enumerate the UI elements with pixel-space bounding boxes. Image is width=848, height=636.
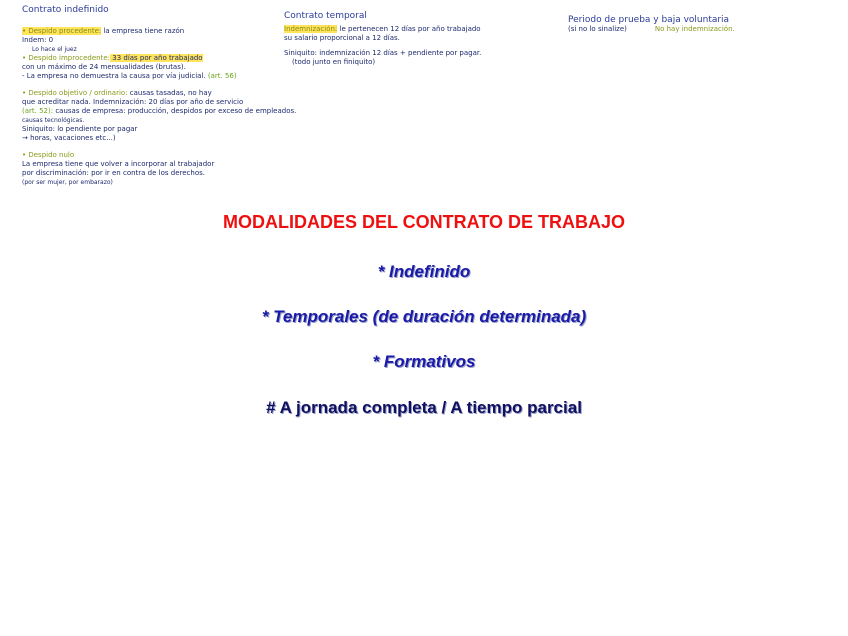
note-line: (por ser mujer, por embarazo) <box>22 179 113 186</box>
note-prueba <box>568 16 735 34</box>
note-indefinido <box>22 6 296 187</box>
note-line: Lo hace el juez <box>32 46 77 53</box>
item-formativos: * Formativos <box>372 352 476 371</box>
item-jornada: # A jornada completa / A tiempo parcial <box>266 398 582 417</box>
note-line: causas tecnológicas. <box>22 117 85 124</box>
note-line: La empresa tiene que volver a incorporar al trabajador <box>22 160 215 168</box>
note-line: • Despido objetivo / ordinario: causas tasadas, no hay <box>22 89 212 97</box>
note-line: Indemnización: le pertenecen 12 días por año trabajado <box>284 25 481 33</box>
note-line: - La empresa no demuestra la causa por vía judicial. (art. 56) <box>22 72 237 80</box>
note-line: (todo junto en finiquito) <box>292 58 376 66</box>
note-line: que acreditar nada. Indemnización: 20 días por año de servicio <box>22 98 244 106</box>
note-line: → horas, vacaciones etc...) <box>22 134 116 142</box>
item-indefinido: * Indefinido <box>377 262 471 281</box>
note-line: • Despido procedente: la empresa tiene razón <box>22 27 185 35</box>
note-line: Siniquito: indemnización 12 días + pendiente por pagar. <box>284 49 482 57</box>
note-temporal-heading: Contrato temporal <box>284 11 367 21</box>
note-line: • Despido nulo <box>22 151 75 159</box>
slide-title: MODALIDADES DEL CONTRATO DE TRABAJO <box>222 212 625 232</box>
note-prueba-heading: Periodo de prueba y baja voluntaria <box>568 15 730 25</box>
note-indefinido-heading: Contrato indefinido <box>22 5 109 15</box>
note-line: • Despido improcedente: 33 días por año trabajado <box>22 54 203 62</box>
note-line: Siniquito: lo pendiente por pagar <box>22 125 138 133</box>
note-line: (art. 52): causas de empresa: producción, despidos por exceso de empleados. <box>22 107 297 115</box>
note-line: con un máximo de 24 mensualidades (brutas). <box>22 63 186 71</box>
note-temporal <box>284 12 481 67</box>
note-line: por discriminación: por ir en contra de los derechos. <box>22 169 205 177</box>
note-line: su salario proporcional a 12 días. <box>284 34 400 42</box>
note-line: Indem: 0 <box>22 36 54 44</box>
item-temporales: * Temporales (de duración determinada) <box>261 307 587 326</box>
note-prueba-row: (si no lo sinalize) No hay indemnización. <box>568 25 735 33</box>
